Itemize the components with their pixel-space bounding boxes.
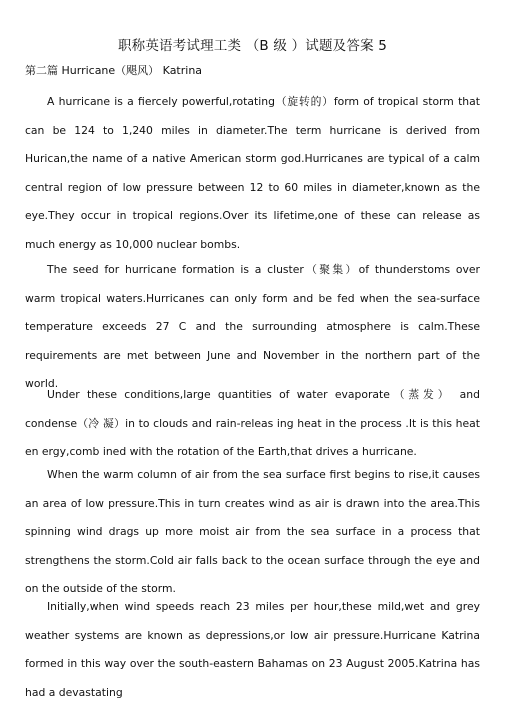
paragraph-4: When the warm column of air from the sea surface first begins to rise,it causes an area of low pressure.This in turn creates wind as air is drawn into the area.This spinning wind drags up more moist air from the sea surface in a process that strengthens the storm.Cold air falls back to the ocean surface through the eye and on the outside of the storm. bbox=[25, 468, 480, 595]
paragraph-2: The seed for hurricane formation is a cluster（聚集）of thunderstoms over warm tropical waters.Hurricanes can only form and be fed when the sea-surface temperature exceeds 27 C and the surrounding atmosphere is calm.These requirements are met between June and November in the northern part of the world. bbox=[25, 263, 480, 390]
paragraph-3: Under these conditions,large quantities of water evaporate（蒸发） and condense（冷 凝）in to clouds and rain-releas ing heat in the process .It is this heat en ergy,comb ined with the rotation of the Earth,that drives a hurricane. bbox=[25, 388, 480, 458]
passage-heading: 第二篇 Hurricane（飓风） Katrina bbox=[25, 64, 203, 77]
document-title: 职称英语考试理工类 （B 级 ）试题及答案 5 bbox=[117, 38, 388, 54]
paragraph-5: Initially,when wind speeds reach 23 miles per hour,these mild,wet and grey weather systems are known as depressions,or low air pressure.Hurricane Katrina formed in this way over the south-eastern Bahamas on 23 August 2005.Katrina has had a devastating bbox=[25, 600, 480, 699]
paragraph-1: A hurricane is a fiercely powerful,rotating（旋转的）form of tropical storm that can be 124 to 1,240 miles in diameter.The term hurricane is derived from Hurican,the name of a native American storm god.Hurricanes are typical of a calm central region of low pressure between 12 to 60 miles in diameter,known as the eye.They occur in tropical regions.Over its lifetime,one of these can release as much energy as 10,000 nuclear bombs. bbox=[25, 95, 480, 251]
